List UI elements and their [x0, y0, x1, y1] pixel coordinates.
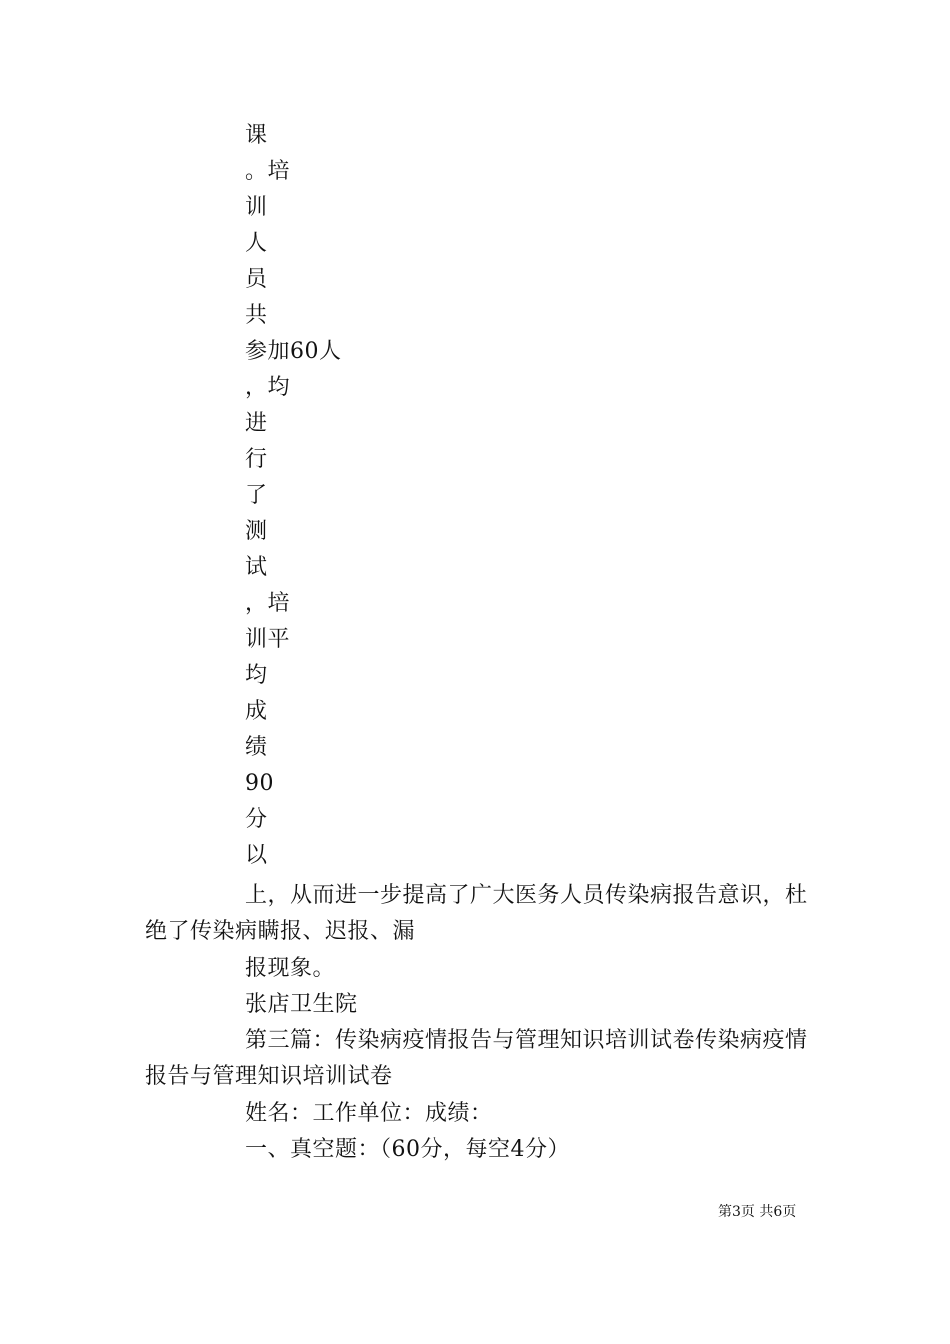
- text-line: 分: [245, 807, 268, 832]
- paragraph-line: 报现象。: [245, 956, 336, 981]
- form-fields: 姓名：工作单位：成绩：: [245, 1101, 493, 1126]
- text-line: 训: [245, 195, 268, 220]
- section-title: 报告与管理知识培训试卷: [145, 1064, 393, 1089]
- text-line: 绩: [245, 735, 268, 760]
- text-line: 试: [245, 555, 268, 580]
- page-number: 第3页 共6页: [718, 1204, 797, 1220]
- text-line: 共: [245, 303, 268, 328]
- text-line: 参加60人: [245, 339, 342, 364]
- question-heading: 一、真空题：（60分，每空4分）: [245, 1137, 570, 1162]
- text-line: 行: [245, 447, 268, 472]
- text-line: 90: [245, 771, 274, 796]
- text-line: ，均: [245, 375, 291, 400]
- paragraph-line: 上，从而进一步提高了广大医务人员传染病报告意识，杜: [245, 883, 808, 908]
- text-line: 成: [245, 699, 268, 724]
- text-line: 以: [245, 843, 268, 868]
- section-title: 第三篇：传染病疫情报告与管理知识培训试卷传染病疫情: [245, 1028, 808, 1053]
- text-line: 员: [245, 267, 268, 292]
- text-line: 进: [245, 411, 268, 436]
- text-line: 课: [245, 123, 268, 148]
- organization-name: 张店卫生院: [245, 992, 358, 1017]
- text-line: 测: [245, 519, 268, 544]
- paragraph-line: 绝了传染病瞒报、迟报、漏: [145, 919, 416, 944]
- text-line: 了: [245, 483, 268, 508]
- text-line: 训平: [245, 627, 291, 652]
- text-line: 人: [245, 231, 268, 256]
- text-line: 。培: [245, 159, 291, 184]
- text-line: ，培: [245, 591, 291, 616]
- text-line: 均: [245, 663, 268, 688]
